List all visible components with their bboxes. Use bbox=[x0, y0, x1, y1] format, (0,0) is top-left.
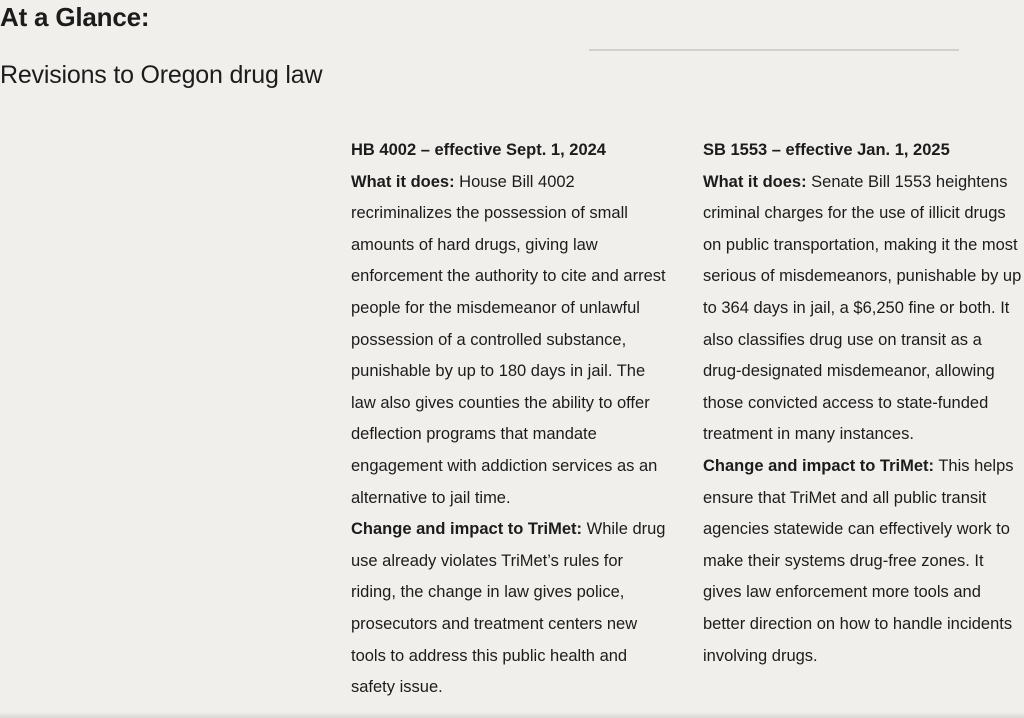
impact-text: While drug use already violates TriMet’s rules for riding, the change in law gives police, prosecutors and treatment centers new tools to address this public health and safety issue. bbox=[351, 520, 666, 697]
header-divider bbox=[589, 49, 959, 51]
bill-title: HB 4002 – effective Sept. 1, 2024 bbox=[351, 141, 606, 159]
bill-impact-paragraph bbox=[703, 451, 1024, 672]
impact-text: This helps ensure that TriMet and all public transit agencies statewide can effectively work to make their systems drug-free zones. It gives law enforcement more tools and better direction on how to handle incidents involving drugs. bbox=[703, 456, 1014, 665]
bill-column-hb4002 bbox=[351, 135, 669, 704]
bill-impact-paragraph bbox=[351, 514, 669, 704]
bill-column-sb1553 bbox=[703, 135, 1024, 672]
bill-what-paragraph bbox=[703, 167, 1024, 451]
bill-what-paragraph bbox=[351, 167, 669, 515]
what-text: Senate Bill 1553 heightens criminal charges for the use of illicit drugs on public transportation, making it the most serious of misdemeanors, punishable by up to 364 days in jail, a $6,250 fine or both. It also classifies drug use on transit as a drug-designated misdemeanor, allowing those convicted access to state-funded treatment in many instances. bbox=[703, 172, 1022, 444]
what-label: What it does: bbox=[351, 172, 455, 191]
impact-label: Change and impact to TriMet: bbox=[351, 520, 583, 539]
page-subheading: Revisions to Oregon drug law bbox=[0, 61, 323, 89]
what-text: House Bill 4002 recriminalizes the possession of small amounts of hard drugs, giving law enforcement the authority to cite and arrest people for the misdemeanor of unlawful possession of a controlled substance, punishable by up to 180 days in jail. The law also gives counties the ability to offer deflection programs that mandate engagement with addiction services as an alternative to jail time. bbox=[351, 172, 666, 507]
bottom-edge-shadow bbox=[0, 712, 1024, 718]
bill-title: SB 1553 – effective Jan. 1, 2025 bbox=[703, 141, 950, 159]
page-heading: At a Glance: bbox=[0, 2, 150, 32]
what-label: What it does: bbox=[703, 172, 807, 191]
impact-label: Change and impact to TriMet: bbox=[703, 456, 935, 475]
